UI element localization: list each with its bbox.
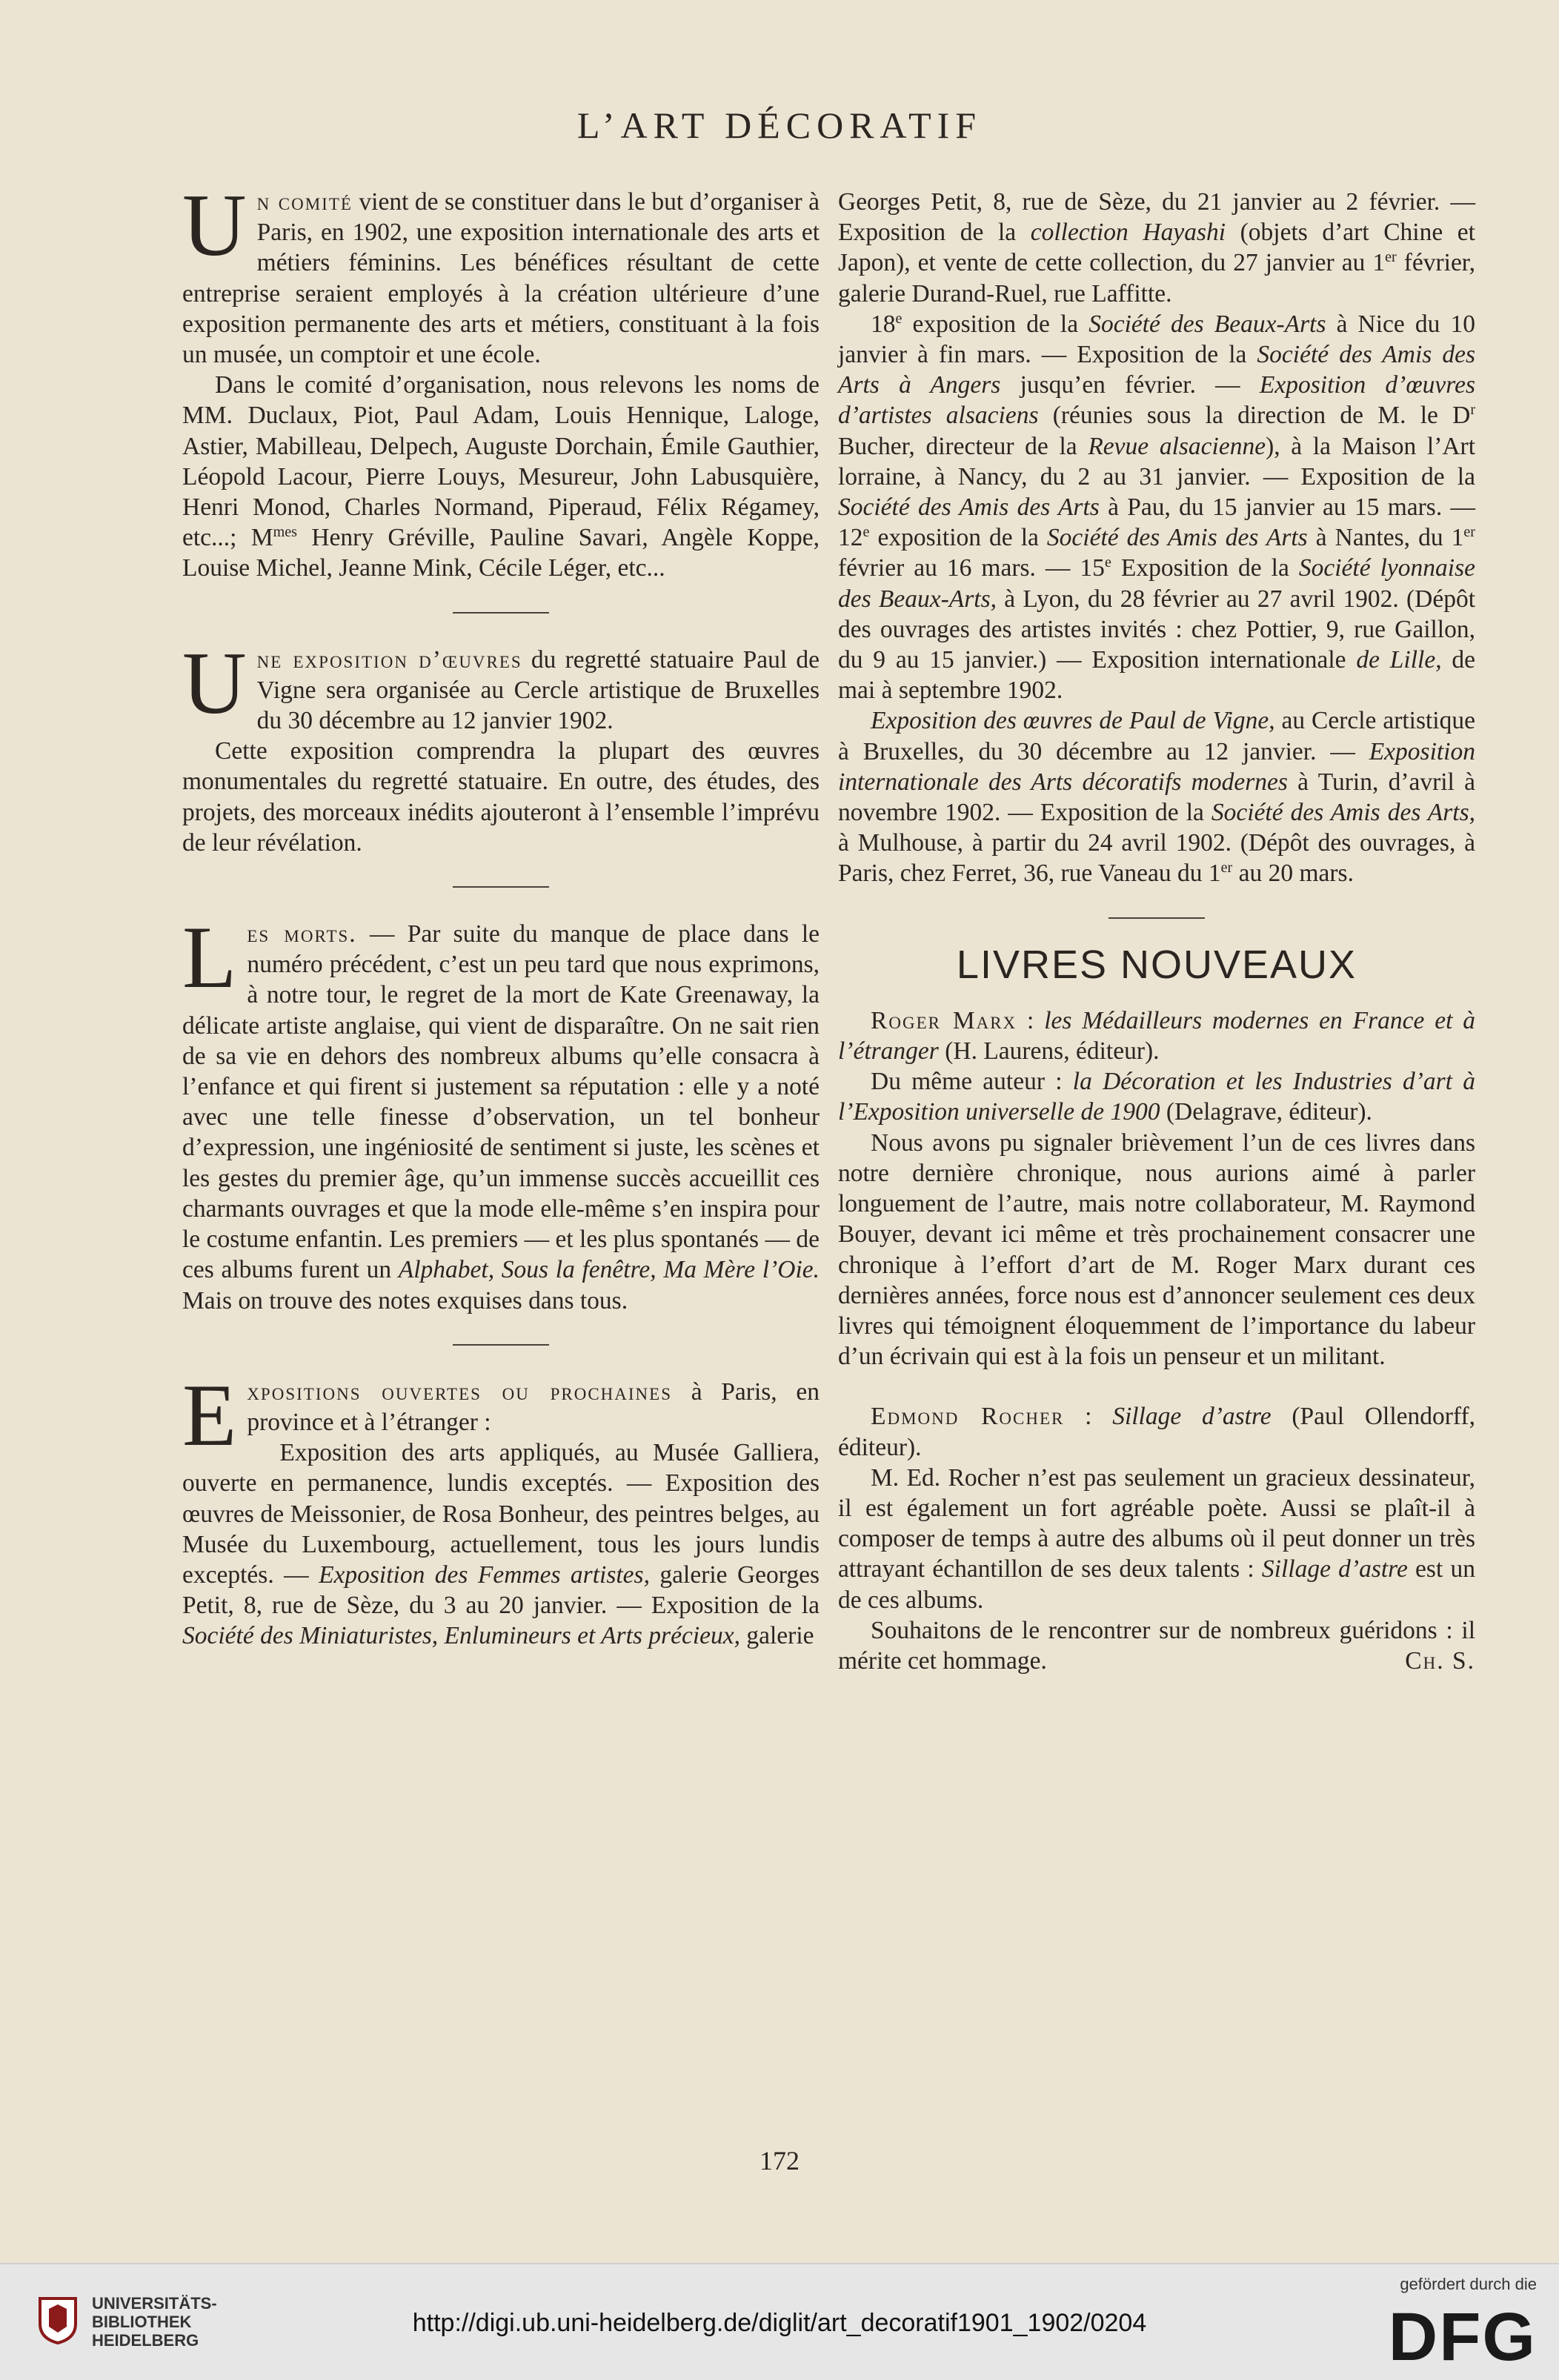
expositions-etranger-paragraph: Exposition des œuvres de Paul de Vigne, au Cercle artistique à Bruxelles, du 30 décembre au 12 janvier. — Exposition internationale des Arts décoratifs modernes à Turin, d’avril à novembre 1902. — Exposition de la Société des Amis des Arts, à Mulhouse, à partir du 24 avril 1902. (Dépôt des ouvrages, à Paris, chez Ferret, 36, rue Vaneau du 1er au 20 mars. [838, 707, 1475, 888]
section-divider [453, 612, 549, 614]
institution-name: UNIVERSITÄTS- BIBLIOTHEK HEIDELBERG [92, 2294, 217, 2350]
viewer-footer [0, 2263, 1559, 2380]
rocher-closing: Souhaitons de le rencontrer sur de nombreux guéridons : il mérite cet hommage. Ch. S. [838, 1615, 1475, 1676]
dropcap: U [182, 633, 247, 732]
dfg-logo: DFG [1388, 2299, 1537, 2375]
left-column [182, 176, 820, 1652]
dropcap: U [182, 176, 247, 274]
funded-by-label: gefördert durch die [1400, 2275, 1537, 2293]
section-divider [453, 1344, 549, 1346]
marx-entry: Roger Marx : les Médailleurs modernes en France et à l’étranger (H. Laurens, éditeur). [838, 1006, 1475, 1066]
dropcap: E [182, 1365, 237, 1464]
marx-review: Nous avons pu signaler brièvement l’un de ces livres dans notre dernière chronique, nous aurions aimé à parler longuement de l’autre, mais notre collaborateur, M. Raymond Bouyer, devant ici même et très prochainement consacrer une chronique à l’effort d’art de M. Roger Marx durant ces dernières années, force nous est d’annoncer seulement ces deux livres qui témoignent éloquemment de l’importance du labeur d’un écrivain qui est à la fois un penseur et un militant. [838, 1128, 1475, 1371]
dropcap: L [182, 908, 237, 1007]
permalink-url[interactable]: http://digi.ub.uni-heidelberg.de/diglit/art_decoratif1901_1902/0204 [412, 2309, 1147, 2337]
signature: Ch. S. [1405, 1646, 1475, 1675]
section-divider [453, 886, 549, 888]
morts-paragraph: Les morts. — Par suite du manque de place dans le numéro précédent, c’est un peu tard que nous exprimons, à notre tour, le regret de la mort de Kate Greenaway, la délicate artiste anglaise, qui vient de disparaître. On ne sait rien de sa vie en dehors des nombreux albums qu’elle consacra à l’enfance et qui firent si justement sa réputation : elle y a noté avec une telle finesse d’observation, un tel bonheur d’expression, une ingéniosité de sentiment si juste, les scènes et les gestes du premier âge, qu’un immense succès accueillit ces charmants ouvrages et que la mode elle-même s’en inspira pour le costume enfantin. Les premiers — et les plus spontanés — de ces albums furent un Alphabet, Sous la fenêtre, Ma Mère l’Oie. Mais on trouve des notes exquises dans tous. [182, 908, 820, 1314]
expositions-continued: Georges Petit, 8, rue de Sèze, du 21 janvier au 2 février. — Exposition de la collection Hayashi (objets d’art Chine et Japon), et vente de cette collection, du 27 janvier au 1er février, galerie Durand-Ruel, rue Laffitte. [838, 188, 1475, 308]
marx-second-book: Du même auteur : la Décoration et les Industries d’art à l’Exposition universelle de 1900 (Delagrave, éditeur). [838, 1068, 1476, 1126]
rocher-entry: Edmond Rocher : Sillage d’astre (Paul Ollendorff, éditeur). [838, 1403, 1475, 1461]
vigne-details-paragraph: Cette exposition comprendra la plupart des œuvres monumentales du regretté statuaire. En outre, des études, des projets, des morceaux inédits ajouteront à l’ensemble l’imprévu de leur révélation. [182, 737, 820, 857]
comite-names-paragraph: Dans le comité d’organisation, nous relevons les noms de MM. Duclaux, Piot, Paul Adam, Louis Hennique, Laloge, Astier, Mabilleau, Delpech, Auguste Dorchain, Émile Gauthier, Léopold Lacour, Pierre Louys, Mesureur, John Labusquière, Henri Monod, Charles Normand, Piperaud, Félix Régamey, etc...; $M^{mes}$ Henry Gréville, Pauline Savari, Angèle Koppe, Louise Michel, Jeanne Mink, Cécile Léger, etc... [182, 371, 820, 582]
section-title-livres: LIVRES NOUVEAUX [956, 942, 1357, 987]
expositions-province-paragraph: 18e exposition de la Société des Beaux-Arts à Nice du 10 janvier à fin mars. — Exposition de la Société des Amis des Arts à Angers jusqu’en février. — Exposition d’œuvres d’artistes alsaciens (réunies sous la direction de M. le $D^r$ Bucher, directeur de la Revue alsacienne), à la Maison l’Art lorraine, à Nancy, du 2 au 31 janvier. — Exposition de la Société des Amis des Arts à Pau, du 15 janvier au 15 mars. — 12e exposition de la Société des Amis des Arts à Nantes, du 1er février au 16 mars. — 15e Exposition de la Société lyonnaise des Beaux-Arts, à Lyon, du 28 février au 27 avril 1902. (Dépôt des ouvrages des artistes invités : chez Pottier, 9, rue Gaillon, du 9 au 15 janvier.) — Exposition internationale de Lille, de mai à septembre 1902. [838, 310, 1476, 705]
rocher-review: M. Ed. Rocher n’est pas seulement un gracieux dessinateur, il est également un fort agréable poète. Aussi se plaît-il à composer de temps à autre des albums où il peut donner un très attrayant échantillon de ses deux talents : Sillage d’astre est un de ces albums. [838, 1463, 1475, 1614]
running-head: L’ART DÉCORATIF [576, 104, 983, 146]
right-column [838, 187, 1475, 1676]
vigne-paragraph: Une exposition d’œuvres du regretté statuaire Paul de Vigne sera organisée au Cercle artistique de Bruxelles du 30 décembre au 12 janvier 1902. [182, 633, 820, 735]
expositions-list-paragraph: Exposition des arts appliqués, au Musée Galliera, ouverte en permanence, lundis exceptés. — Exposition des œuvres de Meissonier, de Rosa Bonheur, des peintres belges, au Musée du Luxembourg, actuellement, tous les jours lundis exceptés. — Exposition des Femmes artistes, galerie Georges Petit, 8, rue de Sèze, du 3 au 20 janvier. — Exposition de la Société des Miniaturistes, Enlumineurs et Arts précieux, galerie [182, 1439, 820, 1650]
comite-paragraph: Un comité vient de se constituer dans le but d’organiser à Paris, en 1902, une exposition internationale des arts et métiers féminins. Les bénéfices résultant de cette entreprise seraient employés à la création ultérieure d’une exposition permanente des arts et métiers, constituant à la fois un musée, un comptoir et une école. [182, 176, 820, 369]
expositions-paragraph: Expositions ouvertes ou prochaines à Paris, en province et à l’étranger : [182, 1365, 820, 1464]
section-divider [1108, 917, 1205, 919]
page-number: 172 [759, 2146, 800, 2175]
